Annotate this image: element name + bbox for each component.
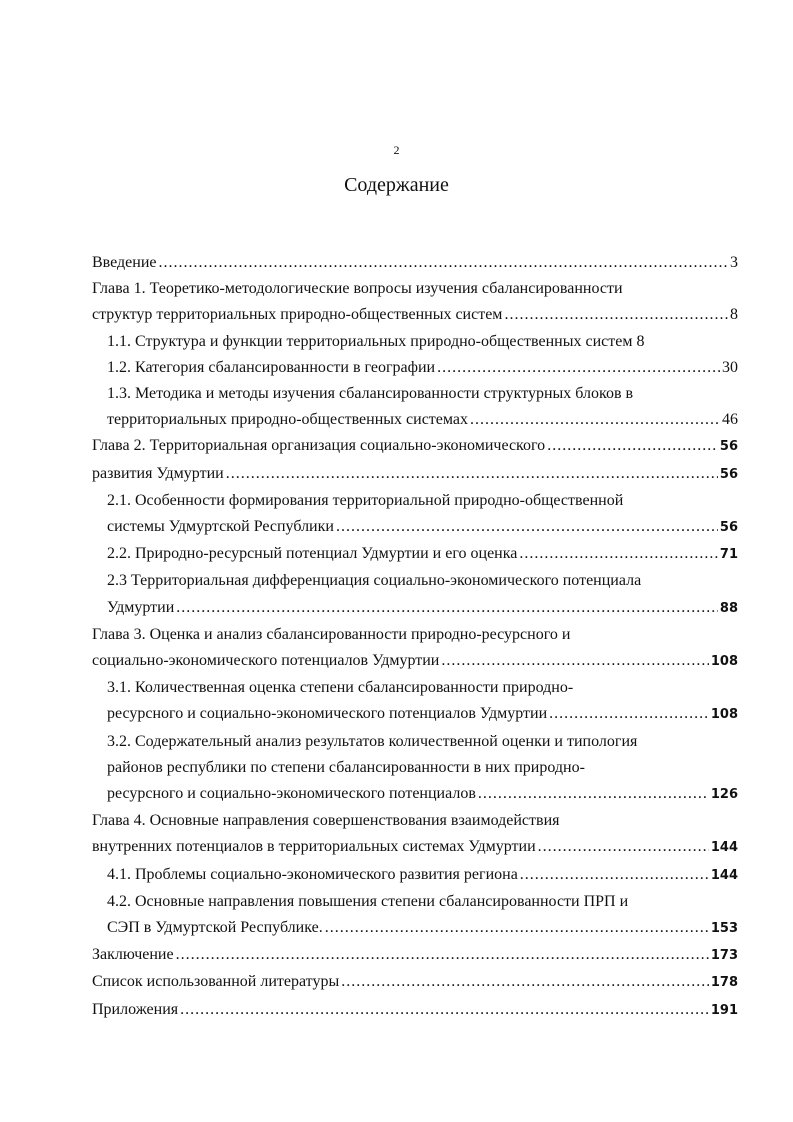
toc-page-number: 88 [719, 600, 738, 616]
toc-entry-text: Глава 2. Территориальная организация социально-экономического [92, 437, 546, 455]
toc-entry-conclusion[interactable] [92, 942, 738, 969]
toc-page-number: 178 [710, 975, 738, 991]
toc-page-number: 144 [710, 867, 738, 883]
toc-entry-chapter-1[interactable] [92, 276, 738, 328]
toc-entry-intro[interactable] [92, 250, 738, 276]
dot-leader [226, 461, 718, 487]
dot-leader [325, 915, 709, 941]
toc-entry-text: 2.1. Особенности формирования территориальной природно-общественной [107, 491, 624, 509]
dot-leader [336, 514, 718, 540]
toc-entry-text: развития Удмуртии [92, 464, 224, 482]
toc-entry-section-2-2[interactable] [92, 541, 738, 568]
toc-page-number: 153 [710, 921, 738, 937]
toc-entry-chapter-4[interactable] [92, 808, 738, 861]
toc-entry-text: Глава 3. Оценка и анализ сбалансированности природно-ресурсного и [92, 625, 571, 643]
dot-leader [504, 302, 728, 328]
page-title: Содержание [344, 174, 449, 196]
toc-entry-section-3-1[interactable] [92, 675, 738, 728]
toc-entry-text: 2.2. Природно-ресурсный потенциал Удмуртии и его оценка [107, 545, 518, 563]
toc-entry-text: ресурсного и социально-экономического потенциалов Удмуртии [107, 705, 548, 723]
toc-entry-text: 1.1. Структура и функции территориальных природно-общественных систем [107, 332, 633, 350]
toc-entry-text: 4.2. Основные направления повышения степени сбалансированности ПРП и [107, 892, 629, 910]
toc-entry-text: внутренних потенциалов в территориальных системах Удмуртии [92, 838, 536, 856]
dot-leader [180, 997, 709, 1023]
toc-entry-text: Приложения [92, 1000, 179, 1018]
toc-entry-text: Введение [92, 254, 157, 271]
toc-entry-section-2-1[interactable] [92, 488, 738, 541]
toc-entry-section-3-2[interactable] [92, 729, 738, 809]
toc-page-number: 144 [710, 840, 738, 856]
toc-entry-text: 2.3 Территориальная дифференциация социально-экономического потенциала [107, 572, 642, 590]
toc-entry-chapter-3[interactable] [92, 622, 738, 675]
toc-entry-text: 3.1. Количественная оценка степени сбалансированности природно- [107, 679, 574, 697]
toc-page-number: 191 [710, 1002, 738, 1018]
toc-entry-text: СЭП в Удмуртской Республике. [107, 919, 323, 937]
toc-entry-references[interactable] [92, 969, 738, 996]
toc-entry-section-4-2[interactable] [92, 889, 738, 942]
toc-entry-text: Глава 1. Теоретико-методологические вопросы изучения сбалансированности [92, 280, 623, 298]
dot-leader [159, 250, 729, 276]
table-of-contents [92, 250, 738, 1024]
toc-entry-section-2-3[interactable] [92, 568, 738, 621]
toc-entry-text: социально-экономического потенциалов Удмуртии [92, 652, 440, 670]
dot-leader [538, 834, 709, 860]
dot-leader [549, 701, 709, 727]
dot-leader [478, 781, 709, 807]
toc-entry-text: Список использованной литературы [92, 973, 340, 991]
toc-entry-section-4-1[interactable] [92, 862, 738, 889]
dot-leader [520, 862, 709, 888]
toc-page-number: 8 [730, 306, 738, 324]
toc-page-number: 173 [710, 948, 738, 964]
toc-entry-section-1-3[interactable] [92, 381, 738, 433]
dot-leader [547, 433, 718, 459]
dot-leader [519, 541, 718, 567]
toc-entry-text: 1.3. Методика и методы изучения сбалансированности структурных блоков в [107, 385, 634, 403]
toc-page-number: 30 [722, 358, 738, 376]
toc-page-number: 3 [730, 254, 738, 271]
dot-leader [441, 648, 709, 674]
toc-entry-section-1-1[interactable] [92, 329, 738, 355]
toc-page-number: 108 [710, 654, 738, 670]
toc-entry-text: 1.2. Категория сбалансированности в географии [107, 358, 436, 376]
toc-entry-text: районов республики по степени сбалансированности в них природно- [107, 758, 585, 776]
toc-entry-text: структур территориальных природно-общественных систем [92, 306, 503, 324]
toc-entry-text: 3.2. Содержательный анализ результатов количественной оценки и типология [107, 732, 638, 750]
toc-entry-text: Заключение [92, 946, 174, 964]
toc-entry-appendices[interactable] [92, 997, 738, 1024]
toc-entry-text: Глава 4. Основные направления совершенствования взаимодействия [92, 812, 560, 830]
toc-page-number: 46 [722, 411, 738, 429]
toc-entry-text: территориальных природно-общественных системах [107, 411, 468, 429]
toc-entry-chapter-2[interactable] [92, 433, 738, 487]
toc-entry-text: системы Удмуртской Республики [107, 518, 334, 536]
toc-page-number: 8 [636, 332, 645, 350]
toc-page-number: 108 [710, 707, 738, 723]
toc-page-number: 56 [719, 439, 738, 455]
toc-entry-section-1-2[interactable] [92, 355, 738, 381]
dot-leader [437, 355, 720, 381]
toc-entry-text: ресурсного и социально-экономического потенциалов [107, 785, 476, 803]
dot-leader [176, 942, 709, 968]
toc-page-number: 56 [719, 520, 738, 536]
toc-page-number: 71 [719, 547, 738, 563]
toc-entry-text: Удмуртии [107, 598, 175, 616]
page-number: 2 [393, 143, 400, 157]
dot-leader [341, 969, 709, 995]
toc-page-number: 126 [710, 787, 738, 803]
dot-leader [470, 407, 720, 433]
toc-entry-text: 4.1. Проблемы социально-экономического развития региона [107, 865, 518, 883]
toc-page-number: 56 [719, 466, 738, 482]
dot-leader [176, 595, 718, 621]
